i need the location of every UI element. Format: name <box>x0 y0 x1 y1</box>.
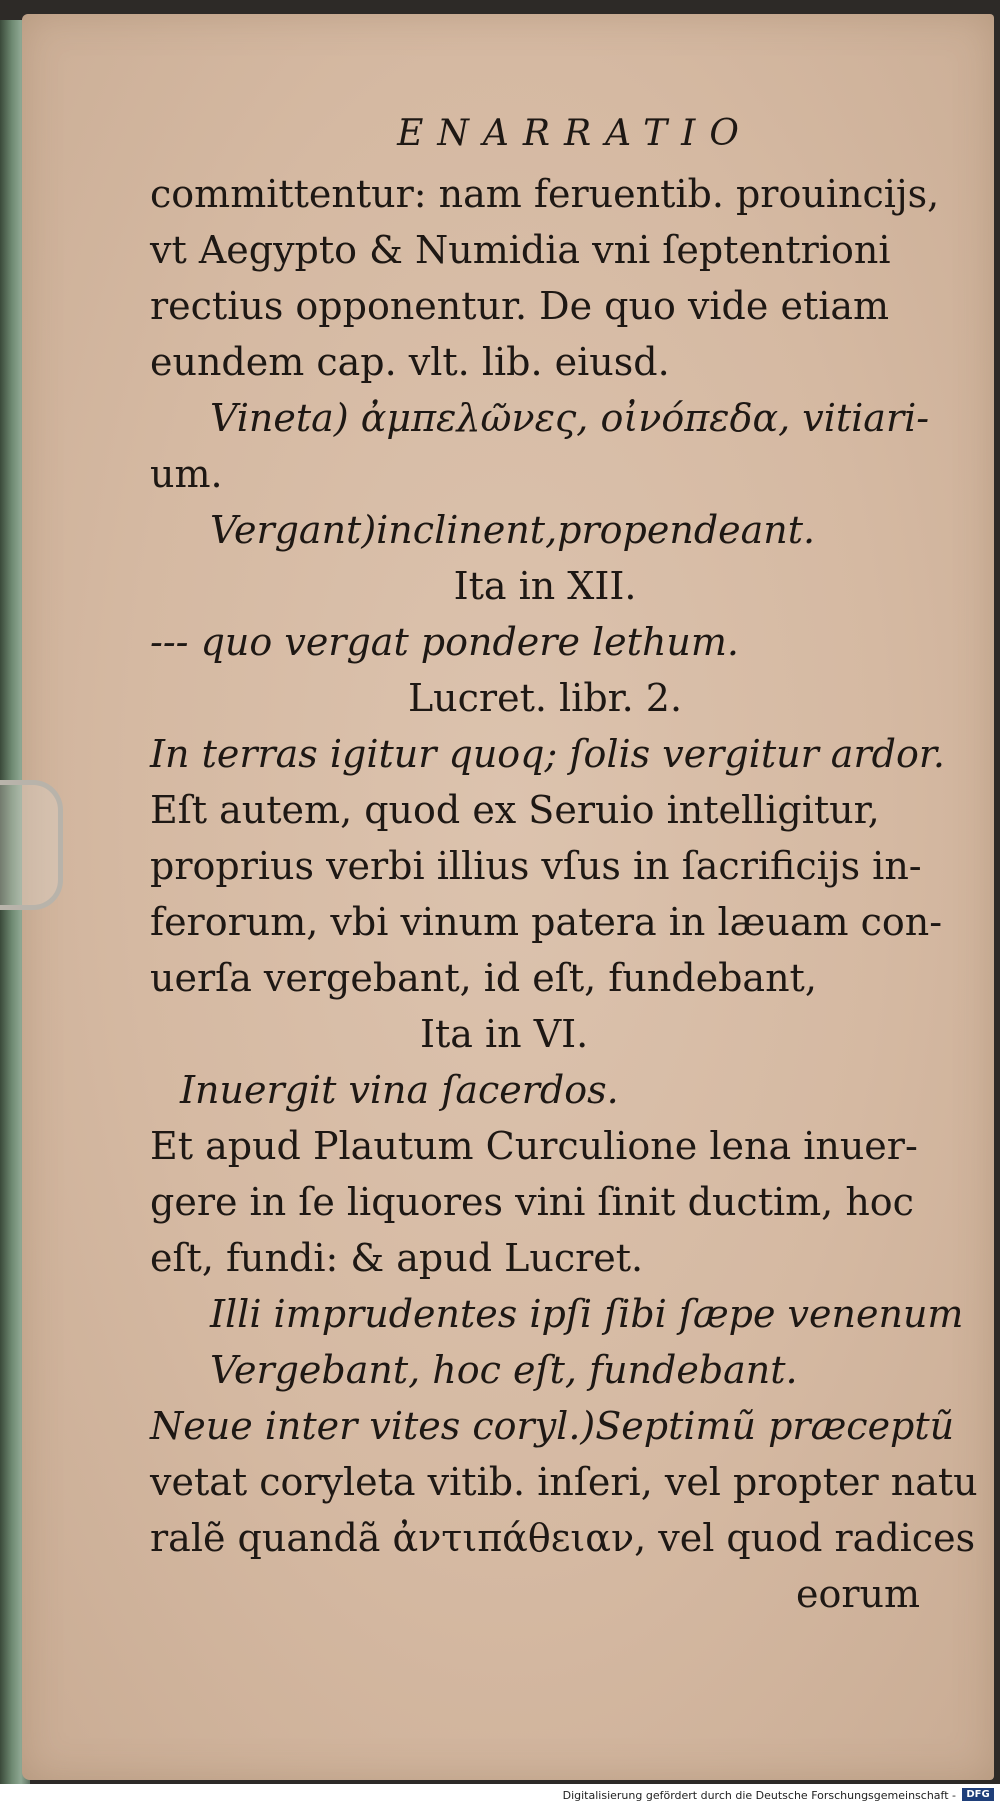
text-line: um. <box>150 452 223 496</box>
text-line: Et apud Plautum Curculione lena inuer- <box>150 1124 918 1168</box>
text-line: --- quo vergat pondere lethum. <box>150 620 739 664</box>
text-line: uerſa vergebant, id eſt, fundebant, <box>150 956 817 1000</box>
text-line: In terras igitur quoq; ſolis vergitur ardor. <box>150 732 945 776</box>
digitization-credit: Digitalisierung gefördert durch die Deutsche Forschungsgemeinschaft - <box>562 1789 956 1802</box>
clip-clasp <box>0 780 63 910</box>
dfg-logo: DFG <box>962 1788 994 1801</box>
text-line: vt Aegypto & Numidia vni ſeptentrioni <box>150 228 891 272</box>
text-line: gere in ſe liquores vini ſinit ductim, hoc <box>150 1180 914 1224</box>
text-lines <box>150 166 978 1622</box>
text-line: Vineta) ἀμπελῶνες, οἰνόπεδα, vitiari- <box>210 396 930 440</box>
text-line: rectius opponentur. De quo vide etiam <box>150 284 890 328</box>
text-line: Vergebant, hoc eſt, fundebant. <box>210 1348 798 1392</box>
text-line: Ita in VI. <box>420 1012 589 1056</box>
running-head: ENARRATIO <box>397 113 753 154</box>
text-line: proprius verbi illius vſus in ſacrificijs in- <box>150 844 922 888</box>
text-line: eſt, fundi: & apud Lucret. <box>150 1236 644 1280</box>
text-line: vetat coryleta vitib. inſeri, vel propter natu <box>150 1460 978 1504</box>
text-line: eundem cap. vlt. lib. eiusd. <box>150 340 670 384</box>
footer-bar <box>0 1784 1000 1804</box>
text-line: eorum <box>795 1572 920 1616</box>
text-line: Vergant)inclinent,propendeant. <box>210 508 816 552</box>
text-line: Inuergit vina ſacerdos. <box>180 1068 619 1112</box>
text-line: Illi imprudentes ipſi ſibi ſæpe venenum <box>210 1292 964 1336</box>
text-line: ralẽ quandã ἀντιπάθειαν, vel quod radices <box>150 1516 976 1560</box>
page-text <box>150 110 978 1622</box>
text-line: Eſt autem, quod ex Seruio intelligitur, <box>150 788 880 832</box>
text-line: committentur: nam feruentib. prouincijs, <box>150 172 940 216</box>
text-line: Lucret. libr. 2. <box>407 676 683 720</box>
text-line: ferorum, vbi vinum patera in læuam con- <box>150 900 943 944</box>
text-line: Ita in XII. <box>453 564 637 608</box>
text-line: Neue inter vites coryl.)Septimũ præceptũ <box>150 1404 955 1448</box>
